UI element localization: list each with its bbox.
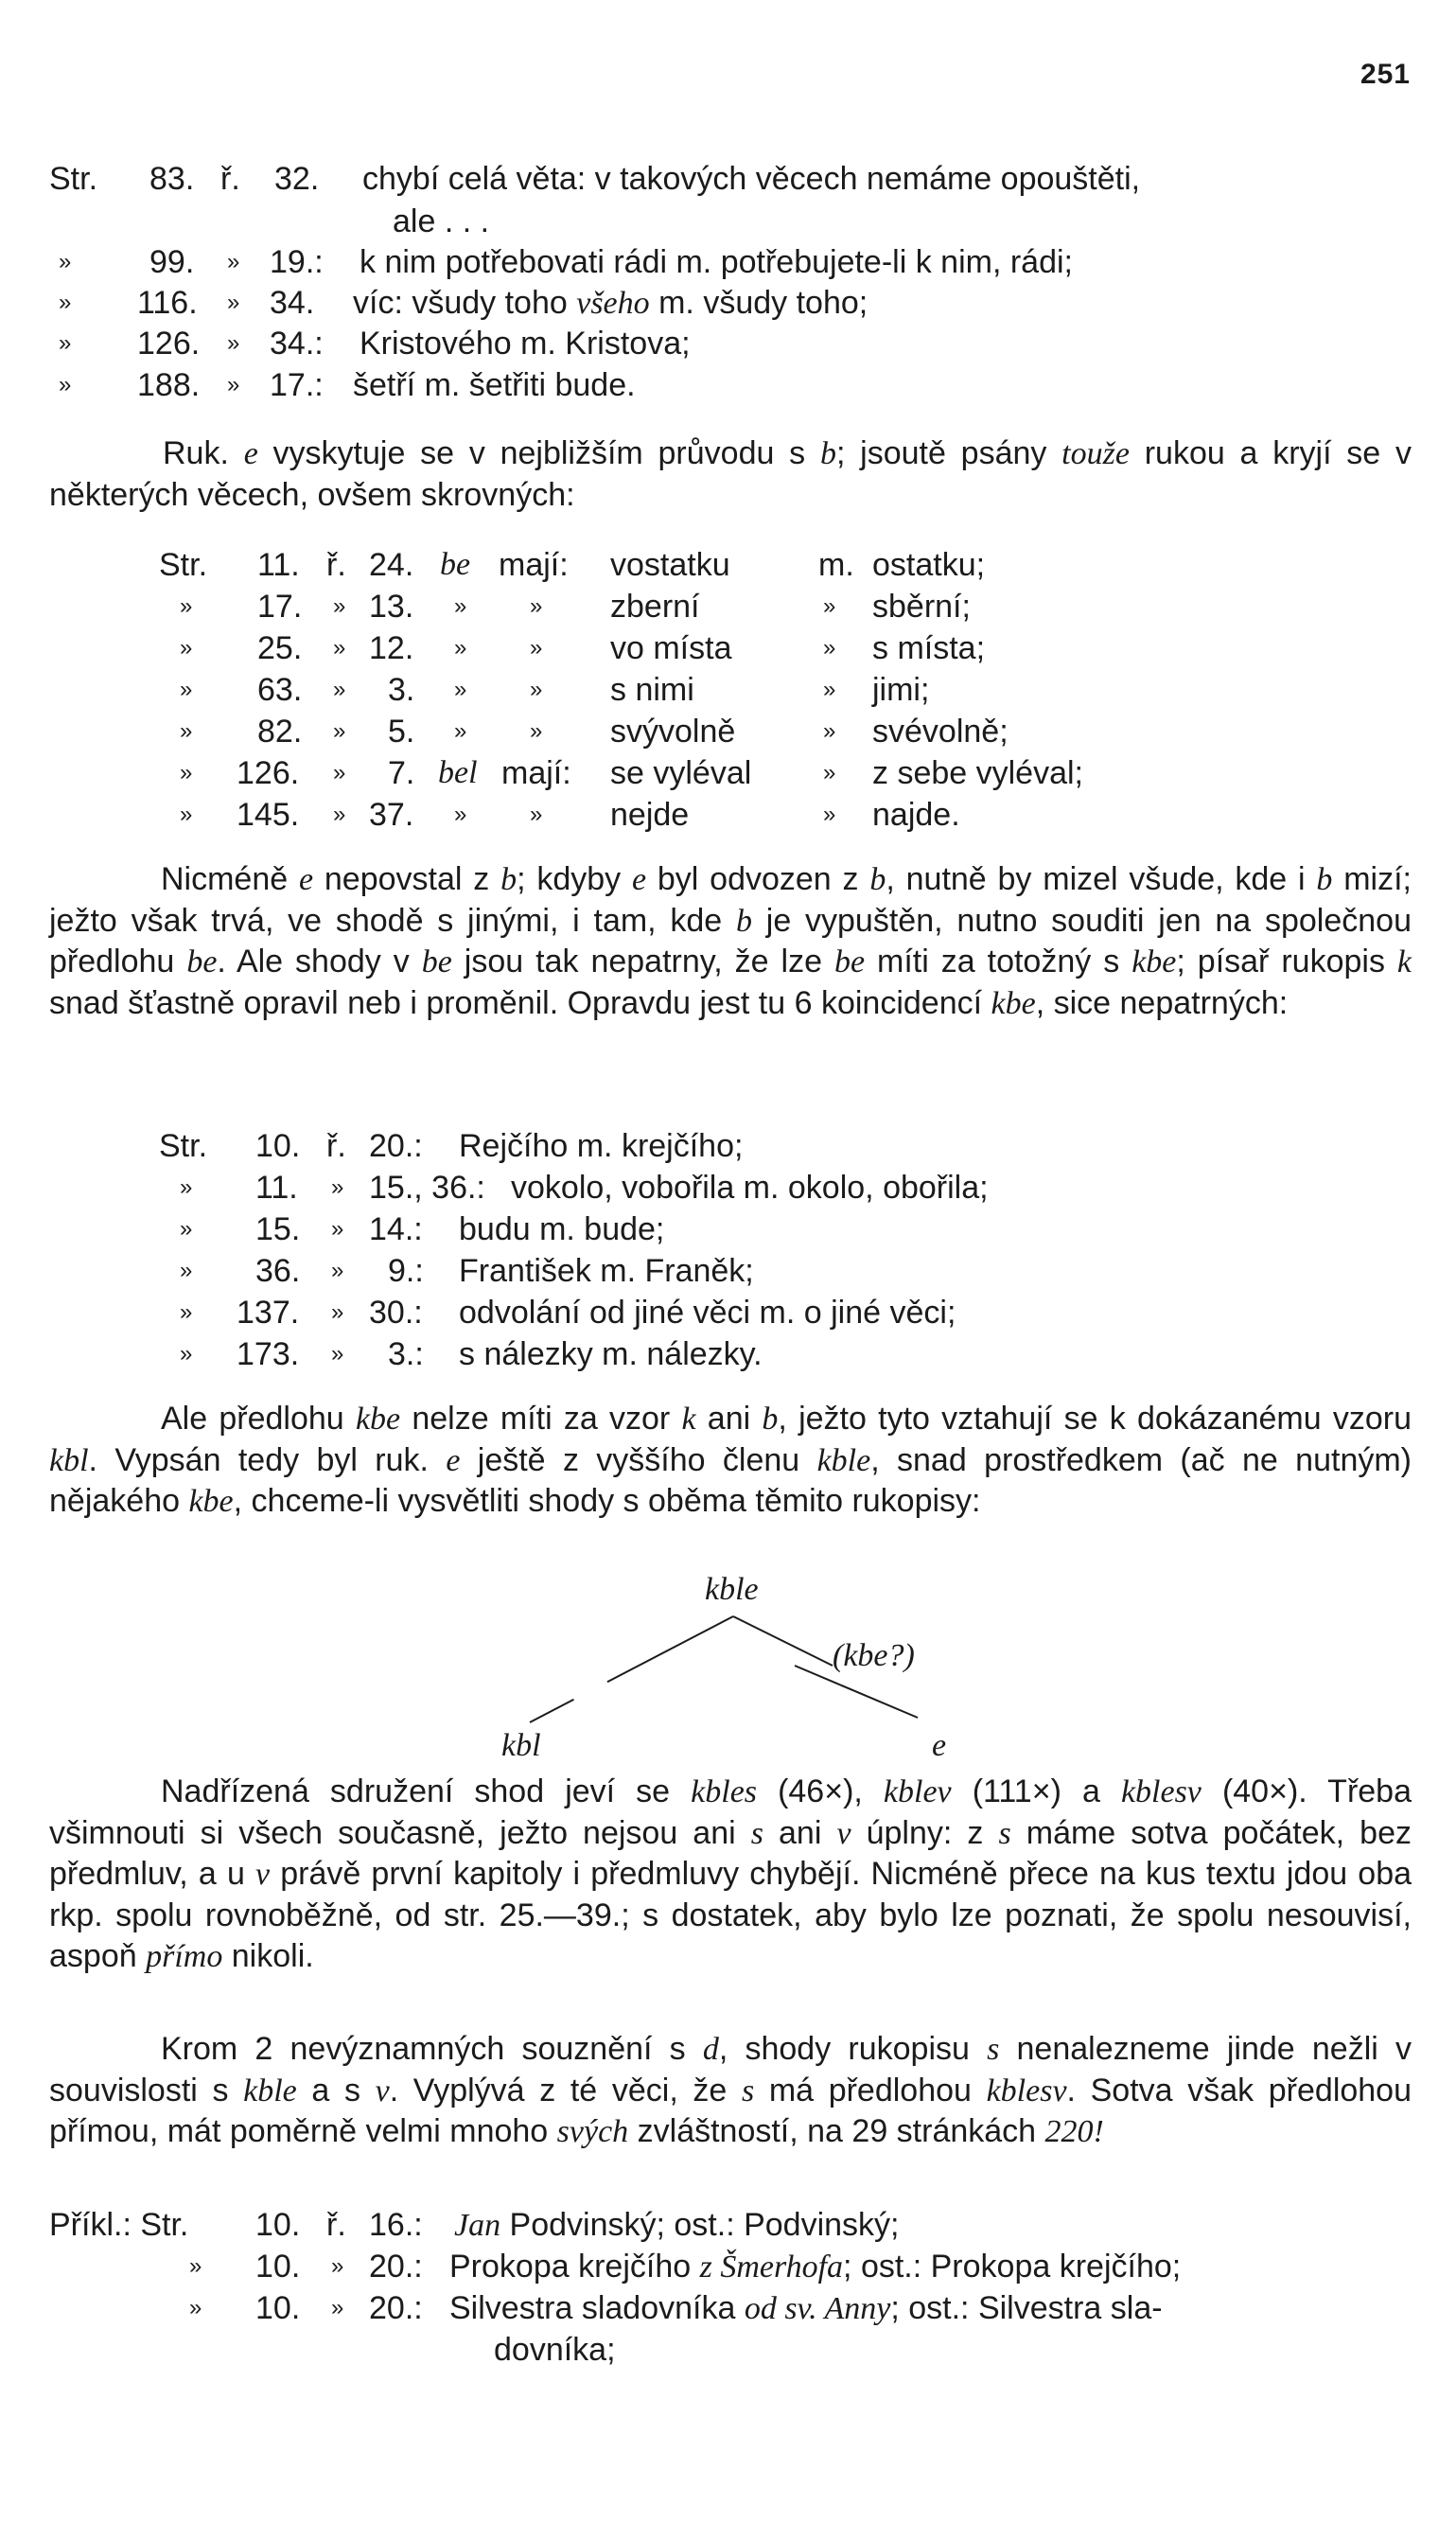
line-ref: 20.: <box>369 2290 423 2326</box>
text-part: Nadřízená sdružení shod jeví se <box>161 1773 692 1809</box>
line-ref: 32. <box>274 161 320 197</box>
line-label: ř. <box>326 547 346 583</box>
errata-text: ale . . . <box>393 203 490 239</box>
errata-text: chybí celá věta: v takových věcech nemáme opouštěti, <box>362 161 1141 197</box>
siglum: be <box>421 944 452 980</box>
text-part: nepovstal z <box>313 861 501 897</box>
node-e: e <box>932 1728 947 1760</box>
paragraph <box>49 433 1412 516</box>
coincidence-text: vokolo, vobořila m. okolo, obořila; <box>511 1170 989 1206</box>
line-ref: 37. <box>369 797 414 833</box>
errata-text: Kristového m. Kristova; <box>360 326 691 362</box>
ditto-mark: » <box>454 635 467 661</box>
ditto-mark: » <box>333 718 346 744</box>
siglum: kbe <box>188 1484 234 1520</box>
maji-label: mají: <box>501 755 571 791</box>
coincidence-text: Rejčího m. krejčího; <box>459 1128 744 1164</box>
ditto-mark: » <box>180 677 193 702</box>
text-part: (46×), <box>757 1773 884 1809</box>
errata-text: šetří m. šetřiti bude. <box>353 367 636 403</box>
siglum: kbe <box>991 985 1036 1021</box>
node-kble: kble <box>705 1572 759 1607</box>
page-ref: 11. <box>255 1170 298 1206</box>
text-part: Ale předlohu <box>161 1401 356 1437</box>
ditto-mark: » <box>180 593 193 619</box>
page-ref: 17. <box>257 589 303 625</box>
text-part: mizí; ježto však trvá, ve shodě s jinými, i tam, kde <box>49 861 1412 939</box>
ditto-mark: » <box>331 1216 344 1242</box>
siglum: kbl <box>49 1442 89 1478</box>
italic-word: od sv. Anny <box>744 2291 891 2326</box>
text-part: ; písař rukopis <box>1176 944 1397 980</box>
text-part: byl odvozen z <box>646 861 870 897</box>
reading: s nimi <box>610 672 694 708</box>
italic-word: všeho <box>576 286 650 321</box>
siglum: be <box>186 944 218 980</box>
edge-kble-kbe <box>733 1616 833 1666</box>
line-ref: 12. <box>369 630 414 666</box>
ditto-mark: » <box>331 2253 344 2279</box>
text-part: ; ost.: Silvestra sla- <box>890 2290 1163 2326</box>
page-ref: 126. <box>237 755 300 791</box>
text-part: ani <box>695 1401 763 1437</box>
ditto-mark: » <box>59 330 72 356</box>
line-ref: 24. <box>369 547 414 583</box>
ditto-mark: » <box>454 593 467 619</box>
text-part: vyskytuje se v nejbližším průvodu s <box>257 435 820 471</box>
ditto-mark: » <box>180 760 193 785</box>
page-ref: 63. <box>257 672 303 708</box>
line-ref: 5. <box>388 714 415 750</box>
siglum: v <box>255 1857 271 1893</box>
text-part: víc: všudy toho <box>353 285 577 321</box>
siglum: kblesv <box>1120 1774 1202 1809</box>
siglum: b <box>869 862 886 897</box>
correct-reading: ostatku; <box>872 547 986 583</box>
reading: svývolně <box>610 714 736 750</box>
page-ref: 137. <box>237 1295 300 1331</box>
text-part: jsou tak nepatrny, že lze <box>451 944 834 980</box>
siglum: b <box>762 1402 779 1437</box>
ditto-mark: » <box>227 372 240 397</box>
ditto-mark: » <box>333 677 346 702</box>
reading: vostatku <box>610 547 730 583</box>
ditto-mark: » <box>227 249 240 274</box>
text-part: Ruk. <box>163 435 244 471</box>
line-ref: 30.: <box>369 1295 423 1331</box>
siglum: k <box>1396 944 1412 980</box>
text-part: ; ost.: Prokopa krejčího; <box>843 2249 1182 2285</box>
ditto-mark: » <box>180 718 193 744</box>
text-part: ; kdyby <box>517 861 632 897</box>
text-part: Silvestra sladovníka <box>449 2290 745 2326</box>
ditto-mark: » <box>823 677 836 702</box>
siglum: k <box>681 1402 696 1437</box>
ditto-mark: » <box>454 802 467 827</box>
ditto-mark: » <box>530 802 543 827</box>
coincidence-text: budu m. bude; <box>459 1211 665 1247</box>
text-part: je vypuštěn, nutno souditi jen na společnou předlohu <box>49 902 1412 980</box>
coincidence-text: František m. Franěk; <box>459 1253 754 1289</box>
page-ref: 82. <box>257 714 303 750</box>
line-ref: 14.: <box>369 1211 423 1247</box>
text-part: Podvinský; ost.: Podvinský; <box>500 2207 900 2243</box>
line-ref: 3.: <box>388 1336 424 1372</box>
ditto-mark: » <box>331 1299 344 1325</box>
correct-reading: jimi; <box>872 672 930 708</box>
ditto-mark: » <box>823 760 836 785</box>
siglum: b <box>736 903 752 939</box>
text-part: , nutně by mizel všude, kde i <box>886 861 1317 897</box>
line-ref: 34.: <box>270 326 324 362</box>
page-ref: 11. <box>257 547 300 583</box>
siglum: kblesv <box>986 2073 1067 2108</box>
siglum: kbles <box>691 1774 758 1809</box>
ditto-mark: » <box>59 290 72 315</box>
siglum: v <box>836 1815 851 1851</box>
siglum: s <box>987 2032 1000 2067</box>
paragraph <box>49 1399 1412 1523</box>
page-ref: 15. <box>255 1211 301 1247</box>
ditto-mark: » <box>180 635 193 661</box>
ditto-mark: » <box>59 249 72 274</box>
ditto-mark: » <box>189 2295 202 2320</box>
example-text <box>449 2288 1163 2329</box>
ditto-mark: » <box>454 718 467 744</box>
italic-word: z Šmerhofa <box>699 2250 844 2285</box>
ditto-mark: » <box>331 2295 344 2320</box>
page-ref: 10. <box>255 2290 301 2326</box>
ditto-mark: » <box>823 802 836 827</box>
line-ref: 20.: <box>369 2249 423 2285</box>
example-text <box>454 2205 900 2246</box>
line-ref: 16.: <box>369 2207 423 2243</box>
paragraph <box>49 1772 1412 1978</box>
line-ref: 17.: <box>270 367 324 403</box>
node-kbe: (kbe?) <box>833 1638 915 1673</box>
m-label: m. <box>818 547 854 583</box>
page-number: 251 <box>1360 59 1411 90</box>
ditto-mark: » <box>59 372 72 397</box>
ditto-mark: » <box>333 802 346 827</box>
text-part: . Vypsán tedy byl ruk. <box>88 1441 447 1478</box>
text-part: , shody rukopisu <box>718 2031 988 2067</box>
ditto-mark: » <box>333 593 346 619</box>
siglum: e <box>298 862 314 897</box>
text-part: Nicméně <box>161 861 299 897</box>
text-part: má předlohou <box>754 2072 987 2108</box>
ditto-mark: » <box>331 1174 344 1200</box>
siglum: b <box>819 436 836 471</box>
text-part: rukou a kryjí se v některých věcech, ovšem skrovných: <box>49 435 1412 513</box>
text-part: máme sotva počátek, bez předmluv, a u <box>49 1814 1412 1893</box>
maji-label: mají: <box>499 547 569 583</box>
line-ref: 15., 36.: <box>369 1170 485 1206</box>
reading: nejde <box>610 797 690 833</box>
siglum: e <box>446 1442 461 1478</box>
line-ref: 9.: <box>388 1253 424 1289</box>
ditto-mark: » <box>180 1299 193 1325</box>
ditto-mark: » <box>180 1258 193 1283</box>
example-lead: Příkl.: Str. <box>49 2207 189 2243</box>
text-part: Krom 2 nevýznamných souznění s <box>161 2031 703 2067</box>
text-part: nelze míti za vzor <box>400 1401 682 1437</box>
page-ref: 10. <box>255 1128 301 1164</box>
text-part: nenalezneme jinde nežli v souvislosti s <box>49 2031 1412 2108</box>
text-part: . Ale shody v <box>217 944 422 980</box>
ditto-mark: » <box>227 290 240 315</box>
siglum: s <box>998 1815 1011 1851</box>
page-ref: 116. <box>137 285 198 321</box>
reading: vo místa <box>610 630 732 666</box>
ditto-mark: » <box>530 718 543 744</box>
siglum: be <box>440 547 471 582</box>
italic-word: 220! <box>1044 2114 1104 2150</box>
italic-word: přímo <box>146 1939 223 1975</box>
text-part: , snad prostředkem (ač ne nutným) nějakého <box>49 1441 1412 1520</box>
errata-text <box>353 283 868 324</box>
page-ref: 126. <box>137 326 201 362</box>
text-part: úplny: z <box>851 1814 999 1851</box>
text-part: m. všudy toho; <box>649 285 868 321</box>
text-part: (40×). Třeba všimnouti si všech současně, ježto nejsou ani <box>49 1773 1412 1851</box>
text-part: snad šťastně opravil neb i proměnil. Opravdu jest tu 6 koincidencí <box>49 984 991 1021</box>
reading: se vyléval <box>610 755 752 791</box>
siglum: be <box>833 944 866 980</box>
siglum: b <box>500 862 517 897</box>
example-text: dovníka; <box>494 2332 616 2368</box>
line-ref: 19.: <box>270 244 324 280</box>
ditto-mark: » <box>530 635 543 661</box>
siglum: bel <box>438 755 478 790</box>
siglum: b <box>1316 862 1333 897</box>
line-label: ř. <box>326 1128 346 1164</box>
ditto-mark: » <box>454 677 467 702</box>
page-ref: 25. <box>257 630 303 666</box>
ditto-mark: » <box>530 593 543 619</box>
ditto-mark: » <box>189 2253 202 2279</box>
reading: zberní <box>610 589 700 625</box>
text-part: , chceme-li vysvětliti shody s oběma těmito rukopisy: <box>233 1483 981 1520</box>
line-label: ř. <box>220 161 240 197</box>
page-ref: 145. <box>237 797 300 833</box>
correct-reading: svévolně; <box>872 714 1009 750</box>
siglum: v <box>375 2073 390 2108</box>
line-ref: 20.: <box>369 1128 423 1164</box>
text-part: ani <box>763 1814 837 1851</box>
ditto-mark: » <box>823 635 836 661</box>
ditto-mark: » <box>530 677 543 702</box>
text-part: ; jsoutě psány <box>835 435 1062 471</box>
text-part: . Vyplývá z té věci, že <box>389 2072 742 2108</box>
line-ref: 34. <box>270 285 315 321</box>
coincidence-text: odvolání od jiné věci m. o jiné věci; <box>459 1295 956 1331</box>
example-text <box>449 2247 1181 2287</box>
page-ref: 99. <box>149 244 195 280</box>
paragraph <box>49 859 1412 1024</box>
text-part: , sice nepatrných: <box>1035 984 1289 1021</box>
text-part: míti za totožný s <box>865 944 1132 980</box>
ditto-mark: » <box>823 593 836 619</box>
edge-kble-kbl <box>530 1616 733 1722</box>
page-ref: 188. <box>137 367 201 403</box>
text-part: Prokopa krejčího <box>449 2249 700 2285</box>
correct-reading: z sebe vyléval; <box>872 755 1083 791</box>
line-ref: 7. <box>388 755 415 791</box>
ditto-mark: » <box>180 1341 193 1367</box>
str-label: Str. <box>49 161 98 197</box>
text-part: . Sotva však předlohou přímou, mát poměrně velmi mnoho <box>49 2072 1412 2150</box>
text-part: právě první kapitoly i předmluvy chybějí. Nicméně přece na kus textu jdou oba rkp. spolu rovnoběžně, od str. 25.—39.; s dostatek, aby bylo lze poznati, že spolu nesouvisí, aspoň <box>49 1856 1412 1975</box>
page-ref: 10. <box>255 2249 301 2285</box>
correct-reading: s místa; <box>872 630 986 666</box>
italic-word: touže <box>1061 436 1130 471</box>
italic-word: Jan <box>454 2208 501 2243</box>
correct-reading: najde. <box>872 797 960 833</box>
ditto-mark: » <box>227 330 240 356</box>
ditto-mark: » <box>180 1216 193 1242</box>
correct-reading: sběrní; <box>872 589 971 625</box>
siglum: kble <box>816 1442 871 1478</box>
siglum: kble <box>243 2073 297 2108</box>
text-part: , ježto tyto vztahují se k dokázanému vzoru <box>778 1401 1412 1437</box>
node-kbl: kbl <box>501 1728 541 1760</box>
siglum: d <box>702 2032 719 2067</box>
coincidence-text: s nálezky m. nálezky. <box>459 1336 763 1372</box>
paragraph <box>49 2029 1412 2153</box>
ditto-mark: » <box>333 635 346 661</box>
page-ref: 83. <box>149 161 195 197</box>
ditto-mark: » <box>331 1258 344 1283</box>
line-ref: 13. <box>369 589 414 625</box>
edge-kbe-e <box>795 1666 918 1718</box>
ditto-mark: » <box>333 760 346 785</box>
line-ref: 3. <box>388 672 415 708</box>
text-part: zvláštností, na 29 stránkách <box>628 2113 1045 2150</box>
text-part: nikoli. <box>222 1938 314 1975</box>
siglum: s <box>741 2073 755 2108</box>
siglum: e <box>631 862 647 897</box>
ditto-mark: » <box>823 718 836 744</box>
text-part: (111×) a <box>951 1773 1121 1809</box>
errata-text: k nim potřebovati rádi m. potřebujete-li k nim, rádi; <box>360 244 1073 280</box>
str-label: Str. <box>159 1128 208 1164</box>
siglum: s <box>750 1815 763 1851</box>
page-ref: 173. <box>237 1336 300 1372</box>
page-ref: 10. <box>255 2207 301 2243</box>
ditto-mark: » <box>331 1341 344 1367</box>
line-label: ř. <box>326 2207 346 2243</box>
siglum: kbe <box>355 1402 401 1437</box>
str-label: Str. <box>159 547 208 583</box>
text-part: a s <box>296 2072 376 2108</box>
text-part: ještě z vyššího členu <box>460 1441 817 1478</box>
ditto-mark: » <box>180 802 193 827</box>
siglum: e <box>243 436 258 471</box>
siglum: kblev <box>883 1774 952 1809</box>
siglum: kbe <box>1131 944 1177 980</box>
page-ref: 36. <box>255 1253 301 1289</box>
stemma-diagram <box>473 1571 1003 1760</box>
ditto-mark: » <box>180 1174 193 1200</box>
italic-word: svých <box>556 2114 629 2150</box>
